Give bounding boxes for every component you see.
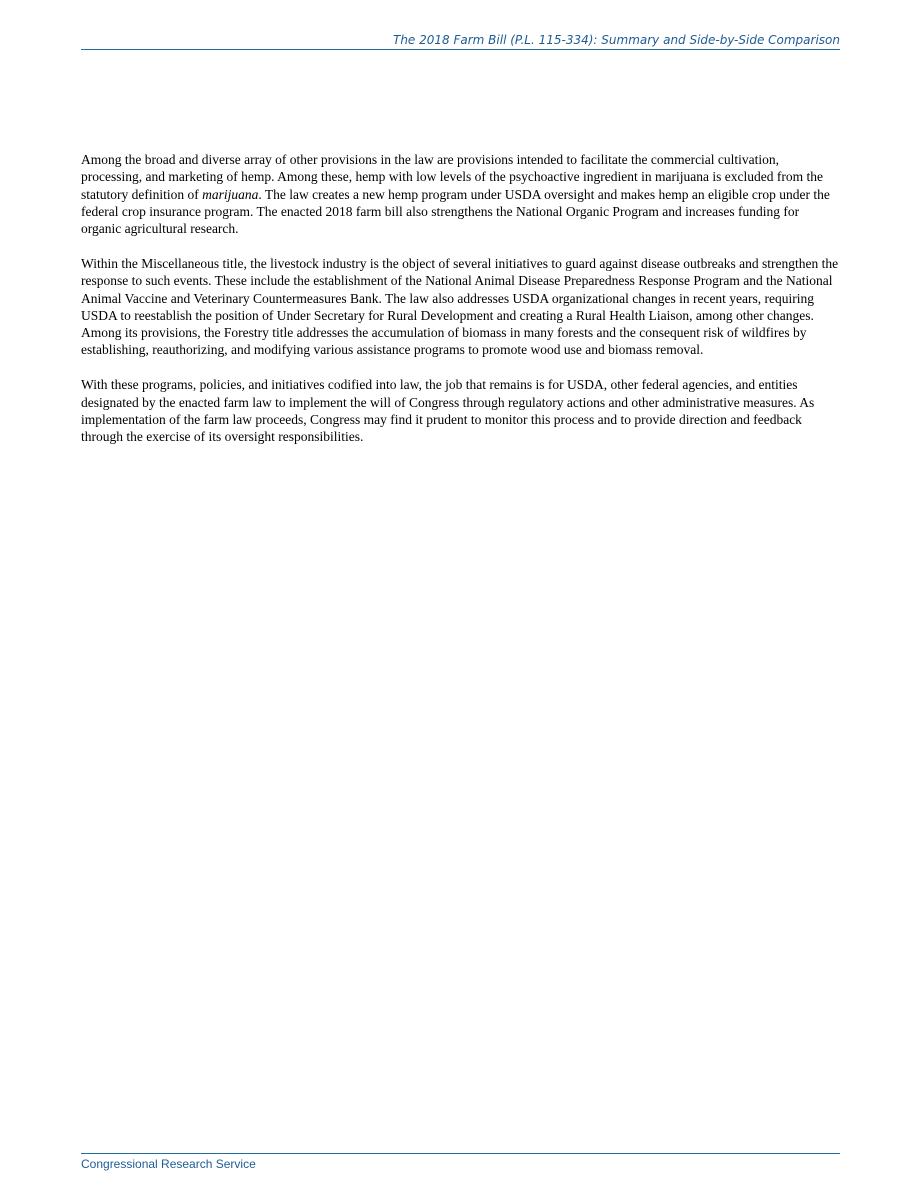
running-footer [81, 1153, 840, 1171]
footer-publisher: Congressional Research Service [81, 1157, 256, 1171]
paragraph-miscellaneous-title: Within the Miscellaneous title, the livestock industry is the object of several initiatives to guard against disease outbreaks and strengthen the response to such events. These include the establishment of the National Animal Disease Preparedness Response Program and the National Animal Vaccine and Veterinary Countermeasures Bank. The law also addresses USDA organizational changes in recent years, requiring USDA to reestablish the position of Under Secretary for Rural Development and creating a Rural Health Liaison, among other changes. Among its provisions, the Forestry title addresses the accumulation of biomass in many forests and the consequent risk of wildfires by establishing, reauthorizing, and modifying various assistance programs to promote wood use and biomass removal. [81, 255, 839, 358]
paragraph-hemp-organic [81, 151, 841, 237]
emphasized-term: marijuana [202, 186, 259, 202]
paragraph-implementation: With these programs, policies, and initiatives codified into law, the job that remains is for USDA, other federal agencies, and entities designated by the enacted farm law to implement the will of Congress through regulatory actions and other administrative measures. As implementation of the farm law proceeds, Congress may find it prudent to monitor this process and to provide direction and feedback through the exercise of its oversight responsibilities. [81, 377, 815, 445]
running-header-title: The 2018 Farm Bill (P.L. 115-334): Summary and Side-by-Side Comparison [392, 33, 840, 47]
body-text [81, 151, 841, 463]
paragraph-text: . The law creates a new hemp program under USDA oversight and makes hemp an eligible crop under the federal crop insurance program. The enacted 2018 farm bill also strengthens the National Organic Program and increases funding for organic agricultural research. [81, 186, 830, 237]
running-header [81, 32, 840, 50]
paragraph-text: Among the broad and diverse array of other provisions in the law are provisions intended to facilitate the commercial cultivation, processing, and marketing of hemp. Among these, hemp with low levels of the psychoactive ingredient in marijuana is excluded from the statutory definition of [81, 152, 823, 202]
